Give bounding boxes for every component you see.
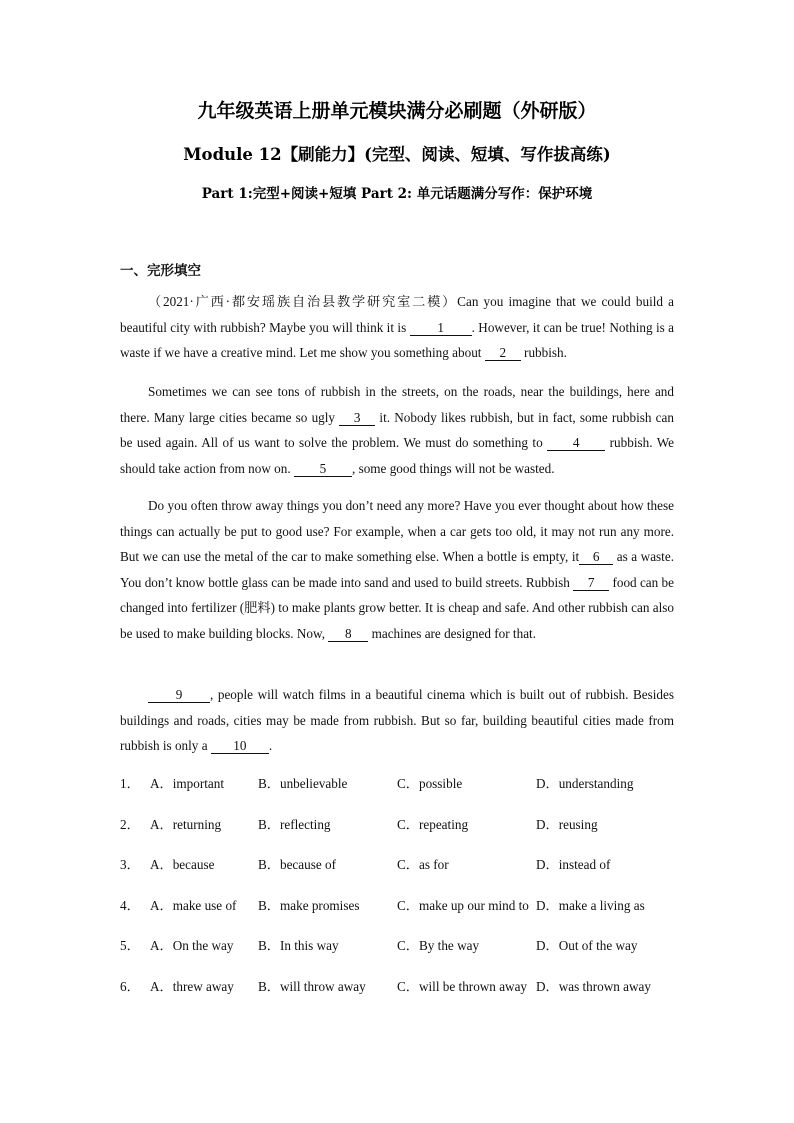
paragraph-text: rubbish. xyxy=(520,345,567,361)
question-number: 3． xyxy=(120,857,140,872)
option-b: B．unbelievable xyxy=(258,776,348,791)
parts-line: Part 1:完型+阅读+短填 Part 2: 单元话题满分写作：保护环境 xyxy=(201,186,593,202)
paragraph-text: Sometimes we can see tons of rubbish in the streets, on the roads, near the buildings, here and there. Many large cities became so ugly xyxy=(120,384,674,425)
blank-2: 2 xyxy=(485,345,521,361)
paragraph-text: , some good things will not be wasted. xyxy=(351,460,555,476)
paragraph-text: it. Nobody likes rubbish, but in fact, some rubbish can be used again. All of us want to solve the problem. We must do something to xyxy=(120,409,674,451)
blank-4: 4 xyxy=(547,435,605,451)
question-number: 2． xyxy=(120,817,140,832)
blank-10: 10 xyxy=(211,738,269,754)
paragraph-text: Do you often throw away things you don’t need any more? Have you ever thought about how these things can actually be put to good use? For example, when a car gets too old, it may not run any more. But we can use the metal of the car to make something else. When a bottle is empty, it xyxy=(120,498,674,565)
paragraph-text: rubbish. We should take action from now on. xyxy=(120,435,675,476)
option-a: A．returning xyxy=(150,817,222,832)
passage-paragraph-1 xyxy=(120,289,674,366)
option-d: D．reusing xyxy=(536,817,598,832)
passage-paragraph-4 xyxy=(120,682,674,759)
question-number: 4． xyxy=(120,898,140,913)
option-c: C．repeating xyxy=(397,817,469,832)
paragraph-text: as a waste. You don’t know bottle glass can be made into sand and used to build streets. Rubbish xyxy=(120,549,674,590)
option-a: A．make use of xyxy=(150,898,237,913)
question-number: 6． xyxy=(120,979,140,994)
blank-7: 7 xyxy=(573,575,609,591)
paragraph-text: （2021·广西·都安瑶族自治县教学研究室二模）Can you imagine that we could build a beautiful city with rubbish? Maybe you will think it is xyxy=(120,294,674,335)
blank-5: 5 xyxy=(294,461,352,477)
section-heading: 一、完形填空 xyxy=(120,263,201,279)
option-d: D．Out of the way xyxy=(536,938,638,953)
passage-paragraph-3 xyxy=(120,493,674,647)
paragraph-text: food can be changed into fertilizer (肥料) to make plants grow better. It is cheap and safe. And other rubbish can also be used to make building blocks. Now, xyxy=(120,574,674,641)
option-c: C．will be thrown away xyxy=(397,979,528,994)
module-subtitle: Module 12【刷能力】(完型、阅读、短填、写作拔高练) xyxy=(183,145,611,164)
option-d: D．was thrown away xyxy=(536,979,651,994)
passage-paragraph-2 xyxy=(120,379,674,481)
option-b: B．make promises xyxy=(258,898,360,913)
paragraph-text: . xyxy=(268,738,273,754)
blank-6: 6 xyxy=(579,549,613,565)
option-a: A．threw away xyxy=(150,979,234,994)
option-b: B．In this way xyxy=(258,938,339,953)
option-a: A．important xyxy=(150,776,224,791)
option-d: D．understanding xyxy=(536,776,634,791)
option-c: C．make up our mind to xyxy=(397,898,529,913)
blank-9: 9 xyxy=(148,687,210,703)
option-a: A．because xyxy=(150,857,215,872)
blank-1: 1 xyxy=(410,320,472,336)
document-title: 九年级英语上册单元模块满分必刷题（外研版） xyxy=(197,100,597,122)
option-c: C．as for xyxy=(397,857,449,872)
blank-3: 3 xyxy=(339,410,375,426)
question-number: 5． xyxy=(120,938,140,953)
option-d: D．instead of xyxy=(536,857,611,872)
paragraph-text: machines are designed for that. xyxy=(368,625,537,641)
paragraph-text: , people will watch films in a beautiful cinema which is built out of rubbish. Besides buildings and roads, cities may be made from rubbish. But so far, building beautiful cities made from rubbish is only a xyxy=(120,687,674,754)
blank-8: 8 xyxy=(328,626,368,642)
option-b: B．will throw away xyxy=(258,979,366,994)
option-d: D．make a living as xyxy=(536,898,645,913)
option-c: C．possible xyxy=(397,776,463,791)
option-a: A．On the way xyxy=(150,938,234,953)
paragraph-text: . However, it can be true! Nothing is a waste if we have a creative mind. Let me show you something about xyxy=(120,319,675,361)
option-b: B．reflecting xyxy=(258,817,331,832)
question-number: 1． xyxy=(120,776,140,791)
option-c: C．By the way xyxy=(397,938,480,953)
option-b: B．because of xyxy=(258,857,336,872)
